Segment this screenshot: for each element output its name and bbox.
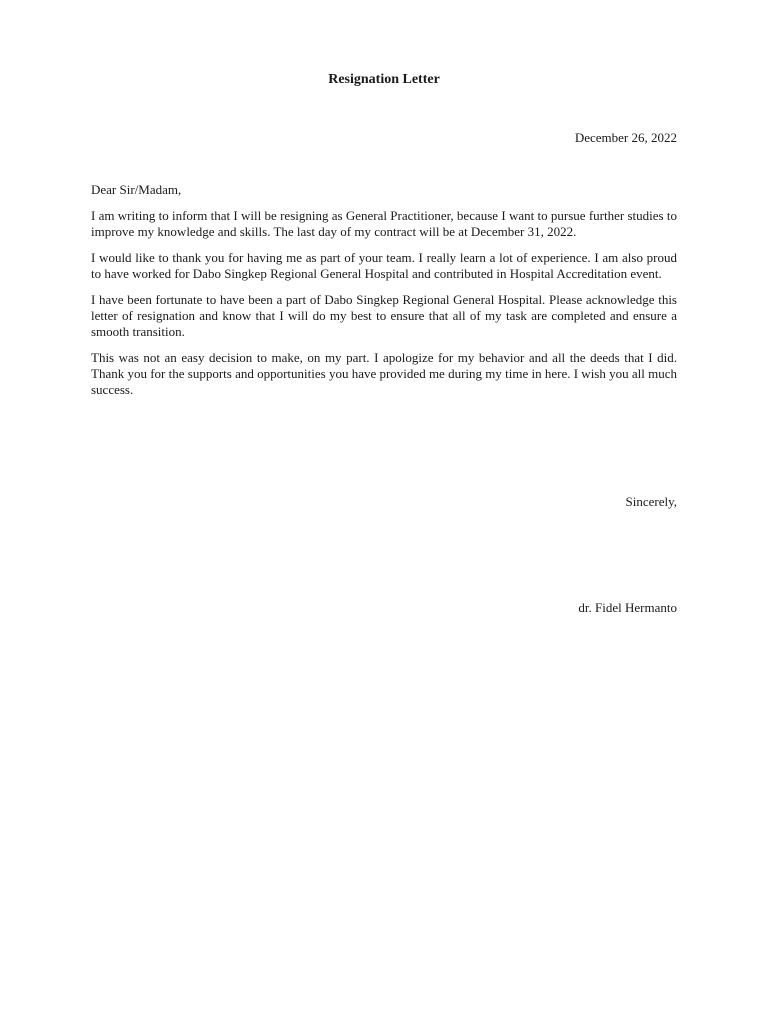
paragraph-apology: This was not an easy decision to make, on my part. I apologize for my behavior and all the deeds that I did. Thank you for the supports and opportunities you have provided me during my time in here. I wish you all much success. <box>91 350 677 397</box>
letter-body <box>91 182 677 408</box>
letter-title: Resignation Letter <box>328 72 440 87</box>
salutation: Dear Sir/Madam, <box>91 182 182 197</box>
letter-date: December 26, 2022 <box>574 130 677 145</box>
signature-name: dr. Fidel Hermanto <box>578 600 677 615</box>
paragraph-acknowledge: I have been fortunate to have been a part of Dabo Singkep Regional General Hospital. Please acknowledge this letter of resignation and know that I will do my best to ensure that all of my task are completed and ensure a smooth transition. <box>91 292 677 339</box>
paragraph-intent: I am writing to inform that I will be resigning as General Practitioner, because I want to pursue further studies to improve my knowledge and skills. The last day of my contract will be at December 31, 2022. <box>91 208 677 239</box>
closing: Sincerely, <box>625 494 677 509</box>
paragraph-thanks: I would like to thank you for having me as part of your team. I really learn a lot of experience. I am also proud to have worked for Dabo Singkep Regional General Hospital and contributed in Hospital Accreditation event. <box>91 250 677 281</box>
